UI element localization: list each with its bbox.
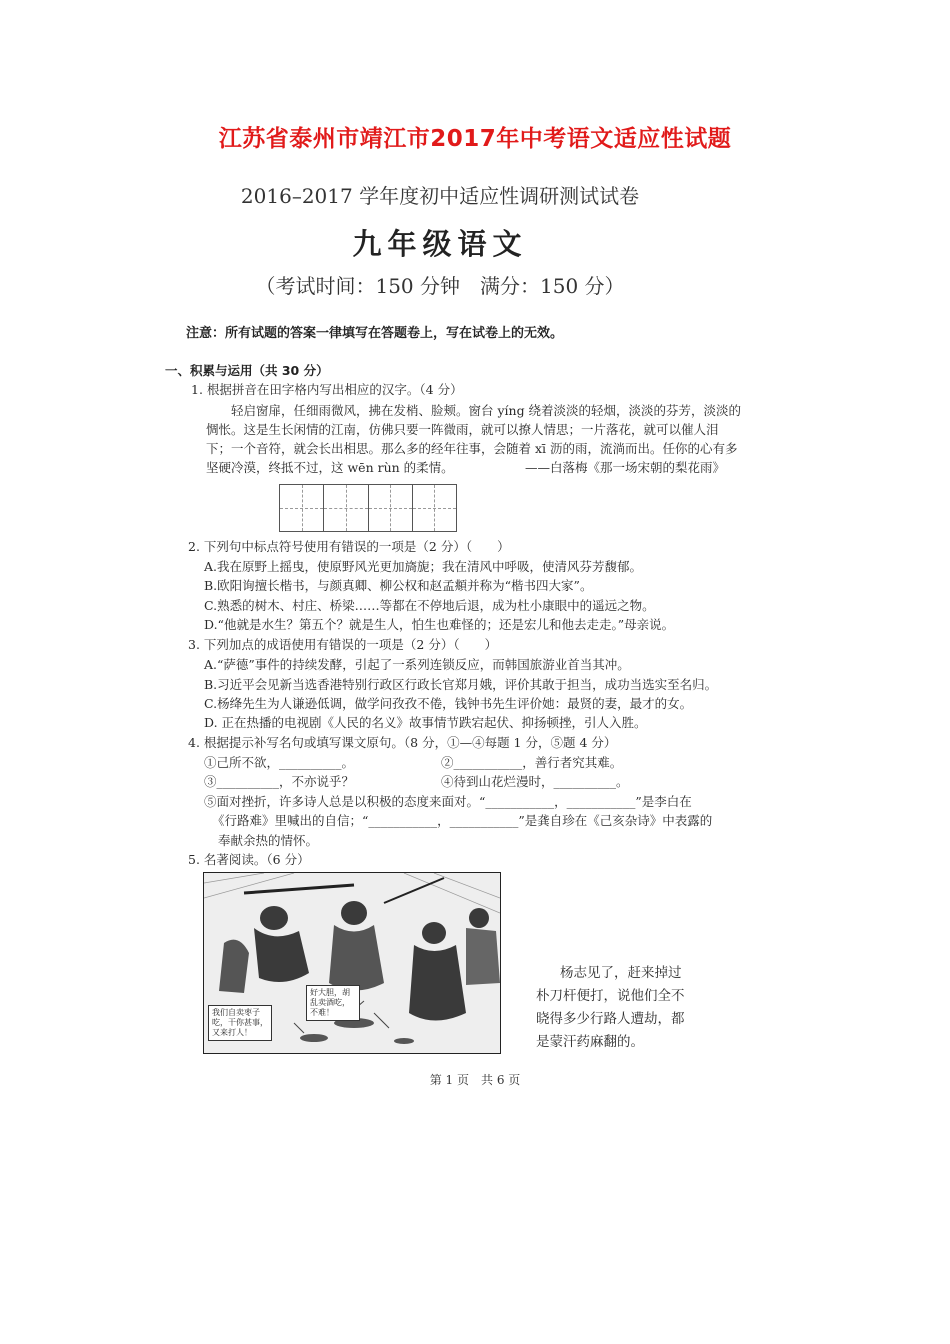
- q4-item: ①己所不欲，__________。: [204, 755, 355, 770]
- q4-item: ⑤面对挫折，许多诗人总是以积极的态度来面对。“___________，___________”是李白在: [204, 794, 692, 809]
- comic-illustration: [203, 872, 501, 1054]
- q1-text-line: 惆怅。这是生长闲情的江南，仿佛只要一阵微雨，就可以撩人情思；一片落花，就可以催人泪: [206, 422, 719, 437]
- q5-prompt: 5. 名著阅读。（6 分）: [188, 852, 310, 867]
- q2-option: B.欧阳询擅长楷书，与颜真卿、柳公权和赵孟頫并称为“楷书四大家”。: [204, 578, 593, 593]
- caption-line: 晓得多少行路人遭劫，都: [536, 1011, 685, 1027]
- grid-cell: [280, 485, 324, 531]
- q4-item: 奉献余热的情怀。: [218, 833, 319, 848]
- q2-option: A.我在原野上摇曳，使原野风光更加旖旎；我在清风中呼吸，使清风芬芳馥郁。: [204, 559, 643, 574]
- q2-prompt: 2. 下列句中标点符号使用有错误的一项是（2 分）（ ）: [188, 539, 510, 554]
- grid-cell: [369, 485, 413, 531]
- q4-item: ③__________，不亦说乎？: [204, 774, 355, 789]
- grid-cell: [413, 485, 456, 531]
- q3-option: B.习近平会见新当选香港特别行政区行政长官郑月娥，评价其敢于担当，成功当选实至名归。: [204, 677, 718, 692]
- caption-line: 是蒙汗药麻翻的。: [536, 1034, 644, 1050]
- grid-cell: [324, 485, 368, 531]
- exam-info: （考试时间：150 分钟 满分：150 分）: [255, 274, 625, 298]
- q3-prompt: 3. 下列加点的成语使用有错误的一项是（2 分）（ ）: [188, 637, 498, 652]
- caption-line: 杨志见了，赶来掉过: [560, 965, 682, 981]
- q2-option: D.“他就是水生？第五个？就是生人，怕生也难怪的；还是宏儿和他去走走。”母亲说。: [204, 617, 675, 632]
- q3-option: D. 正在热播的电视剧《人民的名义》故事情节跌宕起伏、抑扬顿挫，引人入胜。: [204, 715, 647, 730]
- q3-option: C.杨绛先生为人谦逊低调，做学问孜孜不倦，钱钟书先生评价她：最贤的妻，最才的女。: [204, 696, 693, 711]
- q1-prompt: 1. 根据拼音在田字格内写出相应的汉字。（4 分）: [191, 382, 463, 397]
- q4-item: 《行路难》里喊出的自信；“___________，___________”是龚自珍在《己亥杂诗》中表露的: [212, 813, 713, 828]
- speech-bubble: 我们自卖枣子吃，干你甚事，又来打人！: [208, 1005, 272, 1041]
- tianzige-grid: [279, 484, 457, 532]
- exam-main-title: 九年级语文: [352, 227, 528, 261]
- section-heading: 一、积累与运用（共 30 分）: [165, 363, 329, 378]
- page-footer: 第 1 页 共 6 页: [429, 1073, 521, 1087]
- speech-bubble: 好大胆，胡乱卖酒吃，不难！: [306, 985, 360, 1021]
- q2-option: C.熟悉的树木、村庄、桥梁……等都在不停地后退，成为杜小康眼中的遥远之物。: [204, 598, 655, 613]
- exam-notice: 注意：所有试题的答案一律填写在答题卷上，写在试卷上的无效。: [186, 326, 564, 341]
- q3-option: A.“萨德”事件的持续发酵，引起了一系列连锁反应，而韩国旅游业首当其冲。: [204, 657, 630, 672]
- q1-text-line: 坚硬冷漠，终抵不过，这 wēn rùn 的柔情。: [206, 460, 454, 475]
- q1-text-line: 轻启窗扉，任细雨微风，拂在发梢、脸颊。窗台 yíng 绕着淡淡的轻烟，淡淡的芬芳，淡淡的: [231, 403, 742, 418]
- q1-text-line: 下；一个音符，就会长出相思。那么多的经年往事，会随着 xī 沥的雨，流淌而出。任你的心有多: [206, 441, 738, 456]
- caption-line: 朴刀杆便打，说他们全不: [536, 988, 685, 1004]
- q1-source: ——白落梅《那一场宋朝的梨花雨》: [525, 460, 726, 475]
- q4-prompt: 4. 根据提示补写名句或填写课文原句。（8 分，①—④每题 1 分，⑤题 4 分）: [188, 735, 617, 750]
- exam-subtitle: 2016–2017 学年度初中适应性调研测试试卷: [240, 184, 640, 208]
- document-title: 江苏省泰州市靖江市2017年中考语文适应性试题: [218, 126, 732, 152]
- q4-item: ④待到山花烂漫时，__________。: [441, 774, 629, 789]
- q4-item: ②___________，善行者究其难。: [441, 755, 623, 770]
